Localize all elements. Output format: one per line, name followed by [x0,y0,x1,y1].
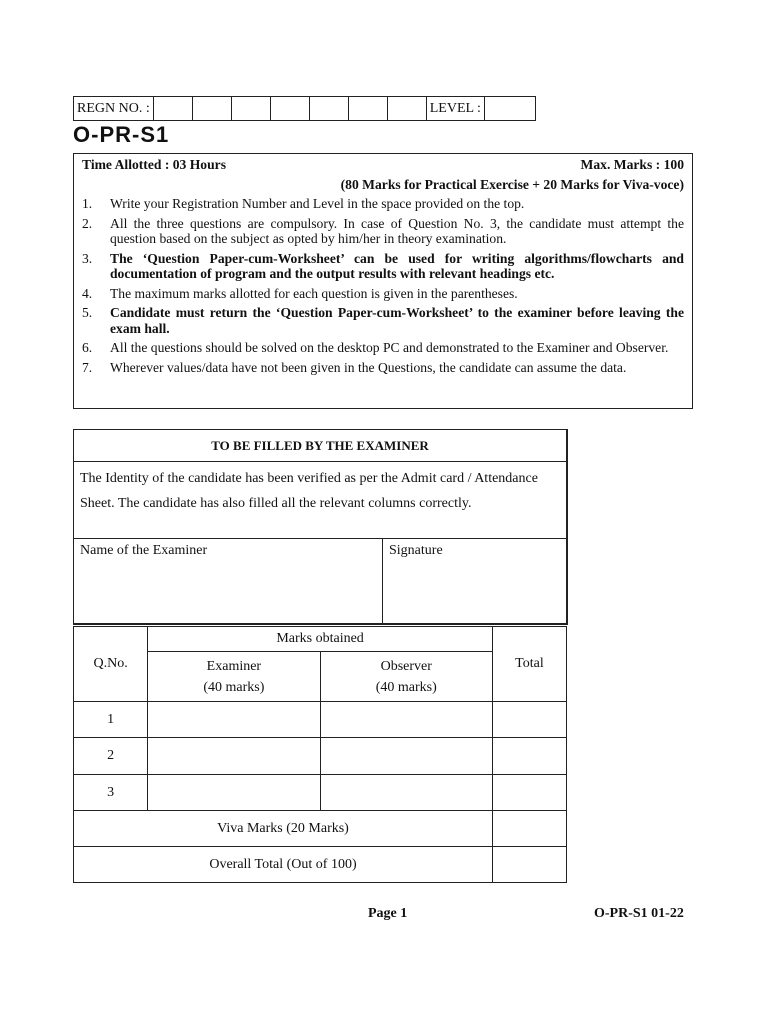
time-allotted: Time Allotted : 03 Hours [82,157,226,172]
examiner-mark-cell[interactable] [148,738,320,775]
paper-code: O-PR-S1 [73,122,170,147]
examiner-mark-cell[interactable] [148,702,320,738]
regn-digit-box[interactable] [231,97,270,121]
instructions-box [73,153,693,409]
instruction-item: 1. Write your Registration Number and Level in the space provided on the top. [82,196,525,211]
registration-row [73,96,536,121]
instruction-item: 7. Wherever values/data have not been given in the Questions, the candidate can assume the data. [82,359,627,375]
examiner-name-label: Name of the Examiner [80,543,208,558]
regn-digit-box[interactable] [348,97,387,121]
regn-digit-box[interactable] [192,97,231,121]
qno-cell: 1 [74,702,148,738]
time-marks-row [82,157,684,173]
signature-field[interactable] [383,539,568,625]
examiner-heading: TO BE FILLED BY THE EXAMINER [74,430,568,462]
instruction-item: 4. The maximum marks allotted for each question is given in the parentheses. [82,285,518,301]
qno-header: Q.No. [74,627,148,702]
regn-label: REGN NO. : [74,97,154,121]
marks-table [73,626,567,883]
qno-cell: 2 [74,738,148,775]
max-marks: Max. Marks : 100 [580,157,684,172]
overall-total-cell[interactable] [492,847,566,883]
regn-digit-box[interactable] [387,97,426,121]
overall-total-label: Overall Total (Out of 100) [74,847,493,883]
level-label: LEVEL : [426,97,484,121]
instruction-item: 3. The ‘Question Paper-cum-Worksheet’ can be used for writing algorithms/flowcharts and documentation of program and the output results with relevant headings etc. [82,250,684,281]
instruction-item: 2. All the three questions are compulsory. In case of Question No. 3, the candidate must attempt the question based on the subject as opted by him/her in theory examination. [82,215,684,246]
total-mark-cell[interactable] [492,738,566,775]
regn-digit-box[interactable] [153,97,192,121]
total-mark-cell[interactable] [492,702,566,738]
regn-digit-box[interactable] [270,97,309,121]
viva-marks-label: Viva Marks (20 Marks) [74,811,493,847]
signature-label: Signature [389,543,443,558]
verification-statement: The Identity of the candidate has been verified as per the Admit card / Attendance Sheet. The candidate has also filled all the relevant columns correctly. [74,462,568,539]
instruction-item: 5. Candidate must return the ‘Question Paper-cum-Worksheet’ to the examiner before leaving the exam hall. [82,305,684,336]
instruction-item: 6. All the questions should be solved on the desktop PC and demonstrated to the Examiner and Observer. [82,340,669,355]
qno-cell: 3 [74,775,148,811]
marks-obtained-header: Marks obtained [148,627,493,652]
viva-marks-cell[interactable] [492,811,566,847]
observer-mark-cell[interactable] [320,702,492,738]
observer-mark-cell[interactable] [320,775,492,811]
regn-digit-box[interactable] [309,97,348,121]
footer-code: O-PR-S1 01-22 [594,906,684,921]
marks-split: (80 Marks for Practical Exercise + 20 Marks for Viva-voce) [340,176,684,192]
level-box[interactable] [484,97,535,121]
examiner-header: Examiner (40 marks) [148,652,320,702]
total-header: Total [492,627,566,702]
instruction-list [82,196,684,375]
examiner-name-field[interactable] [74,539,383,625]
page-number: Page 1 [368,906,408,921]
observer-header: Observer (40 marks) [320,652,492,702]
observer-mark-cell[interactable] [320,738,492,775]
examiner-box [73,429,568,625]
total-mark-cell[interactable] [492,775,566,811]
examiner-mark-cell[interactable] [148,775,320,811]
